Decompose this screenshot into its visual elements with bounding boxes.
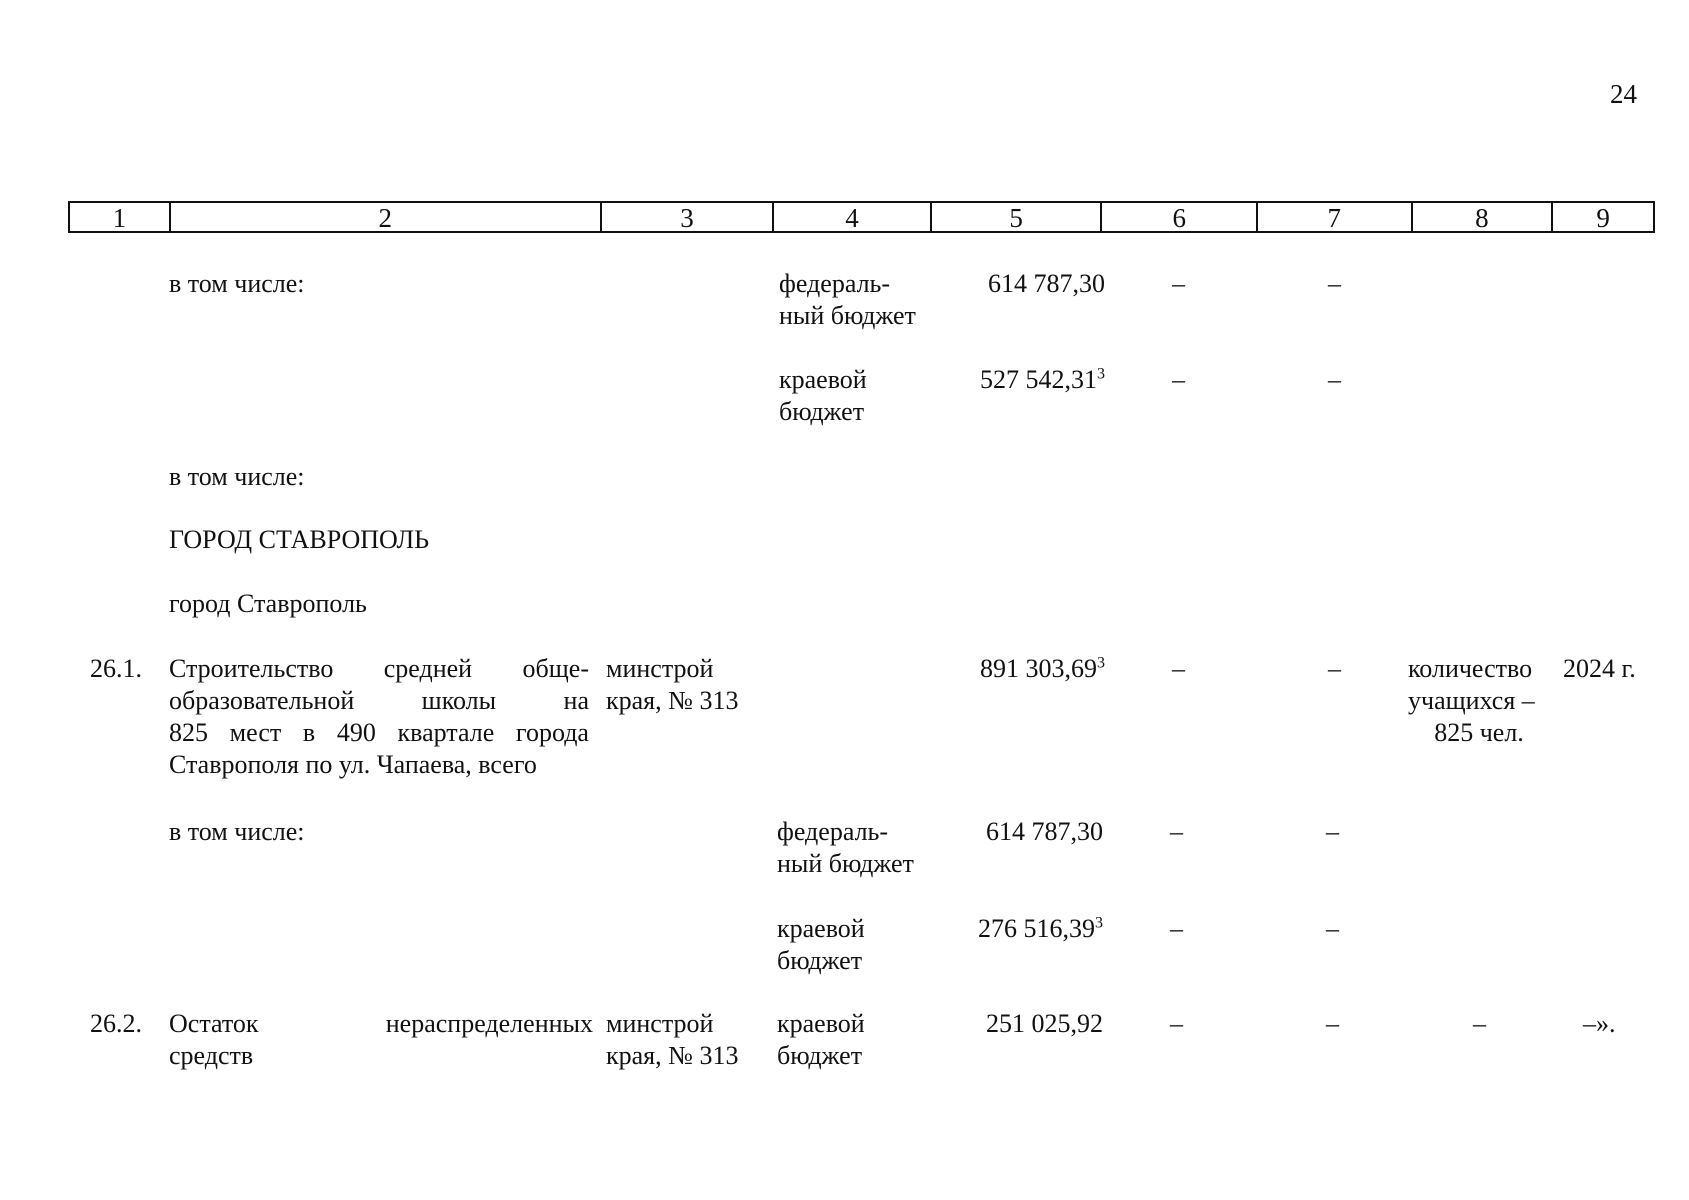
- description-word: средней: [383, 654, 473, 683]
- budget-source-line: федераль-: [777, 817, 889, 846]
- dash-col7: –: [1328, 654, 1341, 683]
- column-header-9: 9: [1596, 203, 1610, 233]
- amount-number: 527 542,31: [980, 365, 1097, 394]
- page-number: 24: [1610, 79, 1637, 109]
- budget-source-line: ный бюджет: [779, 301, 916, 330]
- budget-source-line: краевой: [777, 1009, 865, 1038]
- description-line: [169, 685, 589, 717]
- item-number: 26.1.: [90, 654, 142, 683]
- dash-col6: –: [1172, 269, 1185, 298]
- dash-col7: –: [1328, 269, 1341, 298]
- amount-number: 891 303,69: [980, 654, 1097, 683]
- description-word: образовательной: [169, 686, 355, 715]
- budget-source-line: краевой: [779, 365, 867, 394]
- agency-line: края, № 313: [606, 1041, 739, 1070]
- dash-col7: –: [1326, 914, 1339, 943]
- footnote-marker: 3: [1097, 654, 1105, 672]
- closing-quote: –».: [1583, 1009, 1616, 1038]
- dash-col6: –: [1172, 365, 1185, 394]
- dash-col8: –: [1473, 1009, 1486, 1038]
- indicator-line: учащихся –: [1408, 686, 1535, 715]
- row-label: в том числе:: [169, 817, 305, 846]
- budget-source-line: федераль-: [779, 269, 891, 298]
- budget-source-line: бюджет: [779, 397, 865, 426]
- budget-source-line: ный бюджет: [777, 849, 914, 878]
- description-word: 490: [336, 718, 376, 747]
- description-word: Строительство: [169, 654, 334, 683]
- column-header-7: 7: [1258, 203, 1413, 231]
- budget-source-line: бюджет: [777, 946, 863, 975]
- description-line: [169, 1008, 593, 1040]
- footnote-marker: 3: [1097, 365, 1105, 383]
- indicator-line: 825 чел.: [1434, 718, 1524, 747]
- description-word: школы: [421, 686, 497, 715]
- row-label: в том числе:: [169, 269, 305, 298]
- description-word: города: [515, 718, 589, 747]
- amount-value: [928, 913, 1103, 945]
- amount-number: 276 516,39: [978, 914, 1095, 943]
- item-description: [169, 1008, 593, 1072]
- amount-value: 251 025,92: [986, 1009, 1103, 1038]
- item-description: [169, 653, 589, 781]
- description-word: нераспределенных: [385, 1009, 593, 1038]
- description-line: [169, 717, 589, 749]
- description-word: обще-: [522, 654, 589, 683]
- region-heading: ГОРОД СТАВРОПОЛЬ: [169, 525, 430, 554]
- dash-col6: –: [1170, 817, 1183, 846]
- description-word: Остаток: [169, 1009, 259, 1038]
- dash-col7: –: [1328, 365, 1341, 394]
- budget-source-line: бюджет: [777, 1041, 863, 1070]
- amount-value: [930, 653, 1105, 685]
- agency-line: минстрой: [606, 1009, 714, 1038]
- description-word: 825: [169, 718, 208, 747]
- budget-source: [777, 1008, 865, 1072]
- agency-line: края, № 313: [606, 686, 739, 715]
- column-header-4: 4: [774, 203, 932, 231]
- column-header-5: 5: [932, 203, 1103, 231]
- column-header-6: 6: [1102, 203, 1258, 231]
- budget-source: [777, 816, 914, 880]
- footnote-marker: 3: [1095, 914, 1103, 932]
- dash-col7: –: [1326, 1009, 1339, 1038]
- column-header-1: 1: [70, 203, 171, 231]
- description-word: мест: [229, 718, 282, 747]
- column-number-header: [68, 201, 1655, 233]
- description-word: на: [563, 686, 589, 715]
- description-line: [169, 653, 589, 685]
- amount-value: 614 787,30: [988, 269, 1105, 298]
- dash-col6: –: [1170, 1009, 1183, 1038]
- description-word: в: [302, 718, 316, 747]
- description-word: квартале: [397, 718, 495, 747]
- description-line: средств: [169, 1041, 254, 1070]
- result-indicator: [1408, 653, 1550, 749]
- dash-col6: –: [1172, 654, 1185, 683]
- description-line: Ставрополя по ул. Чапаева, всего: [169, 750, 537, 779]
- column-header-2: 2: [171, 203, 602, 231]
- indicator-line: количество: [1408, 654, 1533, 683]
- budget-source-line: краевой: [777, 914, 865, 943]
- row-label: в том числе:: [169, 462, 305, 491]
- responsible-agency: [606, 1008, 738, 1072]
- responsible-agency: [606, 653, 738, 717]
- city-heading: город Ставрополь: [169, 589, 367, 618]
- dash-col7: –: [1326, 817, 1339, 846]
- dash-col6: –: [1170, 914, 1183, 943]
- budget-source: [779, 268, 916, 332]
- amount-value: 614 787,30: [986, 817, 1103, 846]
- amount-value: [930, 364, 1105, 396]
- column-header-8: 8: [1413, 203, 1554, 231]
- item-number: 26.2.: [90, 1009, 142, 1038]
- budget-source: [779, 364, 867, 428]
- completion-year: 2024 г.: [1563, 654, 1636, 683]
- column-header-3: 3: [602, 203, 775, 231]
- agency-line: минстрой: [606, 654, 714, 683]
- budget-source: [777, 913, 865, 977]
